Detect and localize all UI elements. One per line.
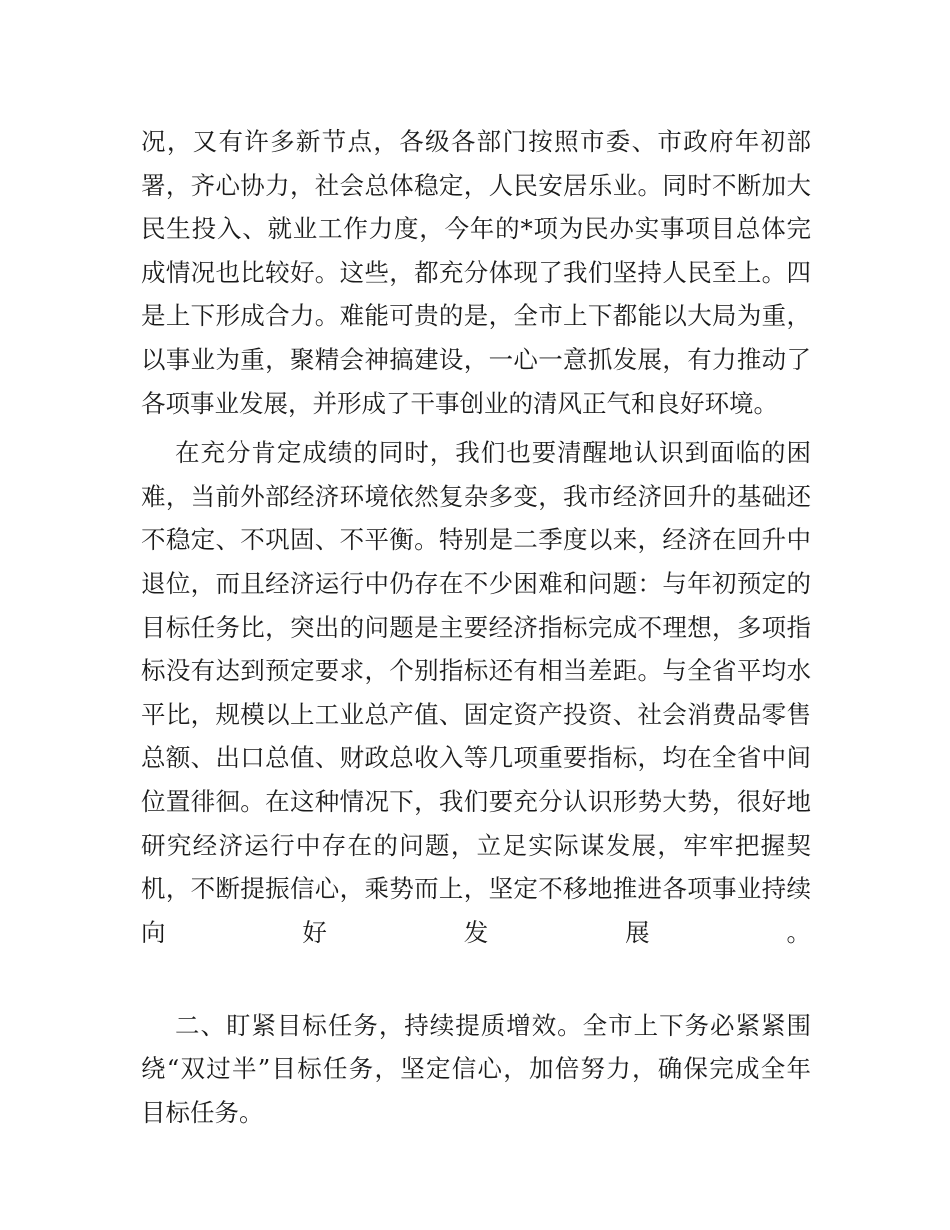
text-line: 目标任务比，突出的问题是主要经济指标完成不理想，多项指 [141,612,811,642]
text-line: 是上下形成合力。难能可贵的是，全市上下都能以大局为重， [141,301,811,331]
paragraph-achievements-continued [141,120,811,425]
text-line: 以事业为重，聚精会神搞建设，一心一意抓发展，有力推动了 [141,344,811,374]
text-line: 在充分肯定成绩的同时，我们也要清醒地认识到面临的困 [175,438,811,468]
text-line: 总额、出口总值、财政总收入等几项重要指标，均在全省中间 [141,743,811,773]
section-heading-line: 二、盯紧目标任务，持续提质增效。全市上下务必紧紧围 [175,1010,811,1040]
text-line: 机，不断提振信心，乘势而上，坚定不移地推进各项事业持续 [141,874,811,904]
paragraph-section-two [141,1004,811,1135]
text-line: 成情况也比较好。这些，都充分体现了我们坚持人民至上。四 [141,257,811,287]
text-line: 平比，规模以上工业总产值、固定资产投资、社会消费品零售 [141,699,811,729]
text-line: 绕“双过半”目标任务，坚定信心，加倍努力，确保完成全年 [141,1054,811,1084]
text-line: 各项事业发展，并形成了干事创业的清风正气和良好环境。 [141,388,778,418]
text-line: 退位，而且经济运行中仍存在不少困难和问题：与年初预定的 [141,568,811,598]
text-line: 研究经济运行中存在的问题，立足实际谋发展，牢牢把握契 [141,830,811,860]
text-line: 向好发展。 [141,917,811,947]
text-line: 难，当前外部经济环境依然复杂多变，我市经济回升的基础还 [141,481,811,511]
text-line: 不稳定、不巩固、不平衡。特别是二季度以来，经济在回升中 [141,525,811,555]
text-line: 况，又有许多新节点，各级各部门按照市委、市政府年初部 [141,127,811,156]
text-line: 民生投入、就业工作力度，今年的*项为民办实事项目总体完 [141,214,811,244]
text-line: 标没有达到预定要求，个别指标还有相当差距。与全省平均水 [141,656,811,686]
document-body [141,120,811,1135]
text-line: 署，齐心协力，社会总体稳定，人民安居乐业。同时不断加大 [141,170,811,200]
text-line: 位置徘徊。在这种情况下，我们要充分认识形势大势，很好地 [141,786,811,816]
text-line [141,954,811,998]
text-line: 目标任务。 [141,1098,264,1128]
paragraph-difficulties [141,431,811,998]
